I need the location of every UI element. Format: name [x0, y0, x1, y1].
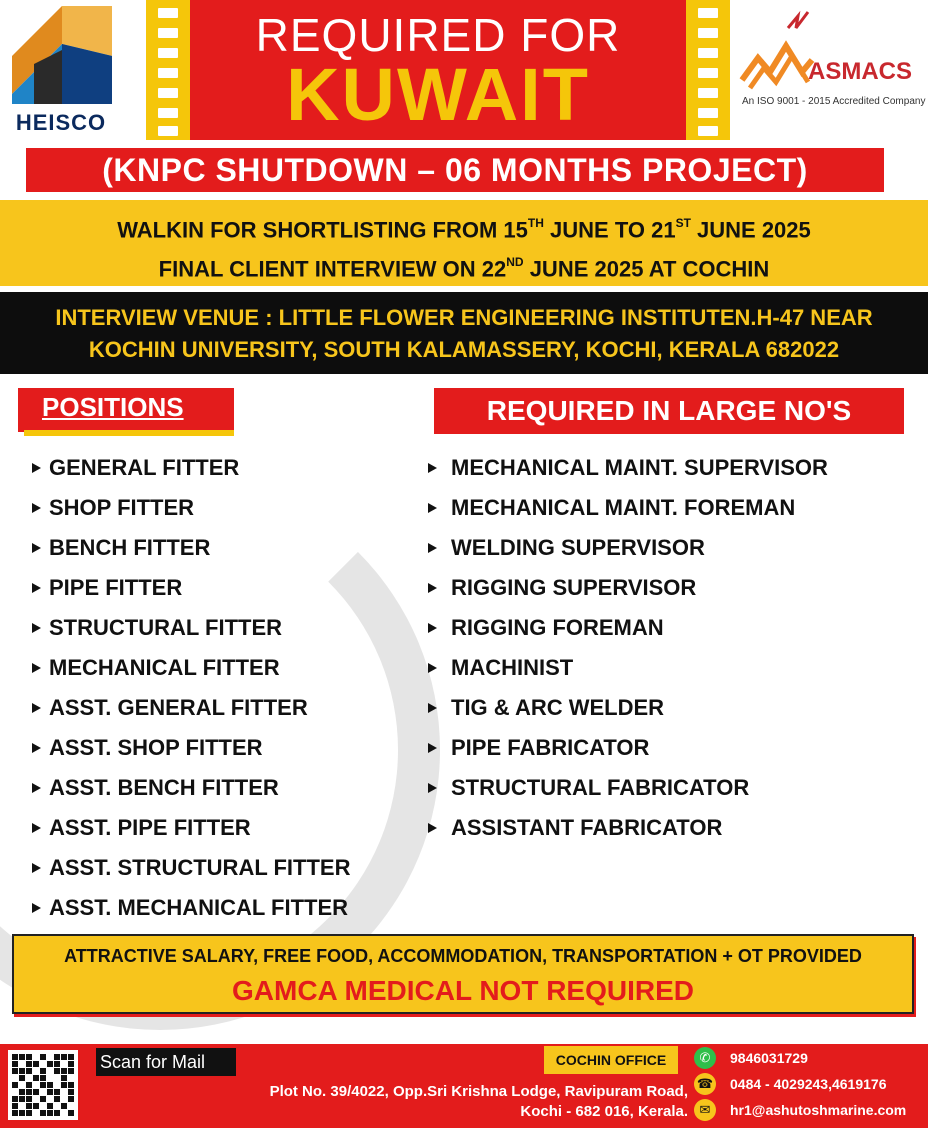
bullet-icon	[428, 783, 437, 793]
heisco-logo-icon	[6, 4, 116, 108]
contact-block	[694, 1044, 928, 1128]
film-strip-left	[146, 0, 190, 140]
large-numbers-heading: REQUIRED IN LARGE NO'S	[434, 388, 904, 434]
project-subtitle: (KNPC SHUTDOWN – 06 MONTHS PROJECT)	[26, 148, 884, 192]
bullet-icon	[32, 463, 41, 473]
bullet-icon	[32, 823, 41, 833]
bullet-icon	[32, 703, 41, 713]
bullet-icon	[32, 863, 41, 873]
bullet-icon	[32, 743, 41, 753]
title-box	[190, 0, 686, 140]
heisco-logo	[6, 4, 116, 135]
list-item: PIPE FITTER	[32, 568, 350, 608]
positions-list-left	[32, 448, 350, 928]
title-line1: REQUIRED FOR	[255, 9, 621, 61]
cochin-office-label: COCHIN OFFICE	[544, 1046, 678, 1074]
list-item: ASST. PIPE FITTER	[32, 808, 350, 848]
list-item: RIGGING FOREMAN	[428, 608, 828, 648]
bullet-icon	[32, 503, 41, 513]
asmacs-logo-sub: An ISO 9001 - 2015 Accredited Company	[742, 96, 926, 107]
list-item: STRUCTURAL FABRICATOR	[428, 768, 828, 808]
bullet-icon	[32, 783, 41, 793]
whatsapp-contact[interactable]	[694, 1046, 808, 1070]
film-strip-right	[686, 0, 730, 140]
scan-for-mail-label: Scan for Mail	[96, 1048, 236, 1076]
whatsapp-number: 9846031729	[730, 1050, 808, 1066]
positions-heading-label: POSITIONS	[42, 392, 184, 422]
venue-banner	[0, 292, 928, 374]
bullet-icon	[32, 623, 41, 633]
office-address	[226, 1082, 688, 1122]
list-item: MECHANICAL FITTER	[32, 648, 350, 688]
venue-line1: INTERVIEW VENUE : LITTLE FLOWER ENGINEERING INSTITUTEN.H-47 NEAR	[55, 305, 873, 330]
list-item: ASSISTANT FABRICATOR	[428, 808, 828, 848]
phone-contact[interactable]	[694, 1072, 886, 1096]
bullet-icon	[32, 903, 41, 913]
bullet-icon	[32, 583, 41, 593]
list-item: ASST. BENCH FITTER	[32, 768, 350, 808]
list-item: MECHANICAL MAINT. SUPERVISOR	[428, 448, 828, 488]
phone-number: 0484 - 4029243,4619176	[730, 1076, 887, 1092]
list-item: ASST. SHOP FITTER	[32, 728, 350, 768]
positions-list-right	[428, 448, 828, 848]
bullet-icon	[428, 623, 437, 633]
bullet-icon	[428, 543, 437, 553]
email-icon: ✉	[694, 1099, 716, 1121]
list-item: RIGGING SUPERVISOR	[428, 568, 828, 608]
list-item: ASST. STRUCTURAL FITTER	[32, 848, 350, 888]
bullet-icon	[428, 463, 437, 473]
asmacs-logo-icon	[738, 6, 818, 90]
gamca-notice: GAMCA MEDICAL NOT REQUIRED	[232, 975, 694, 1006]
walkin-line1: WALKIN FOR SHORTLISTING FROM 15TH JUNE TO 21ST JUNE 2025	[117, 216, 811, 243]
bullet-icon	[428, 823, 437, 833]
bullet-icon	[32, 663, 41, 673]
bullet-icon	[32, 543, 41, 553]
email-address: hr1@ashutoshmarine.com	[730, 1102, 907, 1118]
walkin-banner	[0, 200, 928, 286]
benefits-text: ATTRACTIVE SALARY, FREE FOOD, ACCOMMODATION, TRANSPORTATION + OT PROVIDED	[64, 946, 862, 966]
list-item: PIPE FABRICATOR	[428, 728, 828, 768]
list-item: TIG & ARC WELDER	[428, 688, 828, 728]
list-item: ASST. MECHANICAL FITTER	[32, 888, 350, 928]
phone-icon: ☎	[694, 1073, 716, 1095]
asmacs-logo	[736, 6, 924, 116]
bullet-icon	[428, 703, 437, 713]
bullet-icon	[428, 583, 437, 593]
benefits-box	[12, 934, 914, 1014]
walkin-line2: FINAL CLIENT INTERVIEW ON 22ND JUNE 2025 AT COCHIN	[158, 255, 770, 282]
list-item: MACHINIST	[428, 648, 828, 688]
heisco-logo-text: HEISCO	[15, 110, 107, 135]
list-item: GENERAL FITTER	[32, 448, 350, 488]
positions-heading	[18, 388, 234, 432]
list-item: STRUCTURAL FITTER	[32, 608, 350, 648]
list-item: SHOP FITTER	[32, 488, 350, 528]
list-item: ASST. GENERAL FITTER	[32, 688, 350, 728]
bullet-icon	[428, 743, 437, 753]
bullet-icon	[428, 503, 437, 513]
venue-line2: KOCHIN UNIVERSITY, SOUTH KALAMASSERY, KOCHI, KERALA 682022	[88, 337, 840, 362]
list-item: WELDING SUPERVISOR	[428, 528, 828, 568]
list-item: MECHANICAL MAINT. FOREMAN	[428, 488, 828, 528]
address-line2: Kochi - 682 016, Kerala.	[520, 1103, 688, 1120]
address-line1: Plot No. 39/4022, Opp.Sri Krishna Lodge, Ravipuram Road,	[269, 1083, 688, 1100]
title-line2: KUWAIT	[286, 53, 590, 136]
qr-code-icon[interactable]	[8, 1050, 78, 1120]
bullet-icon	[428, 663, 437, 673]
email-contact[interactable]	[694, 1098, 906, 1122]
asmacs-logo-name: ASMACS	[808, 58, 913, 85]
whatsapp-icon: ✆	[694, 1047, 716, 1069]
list-item: BENCH FITTER	[32, 528, 350, 568]
